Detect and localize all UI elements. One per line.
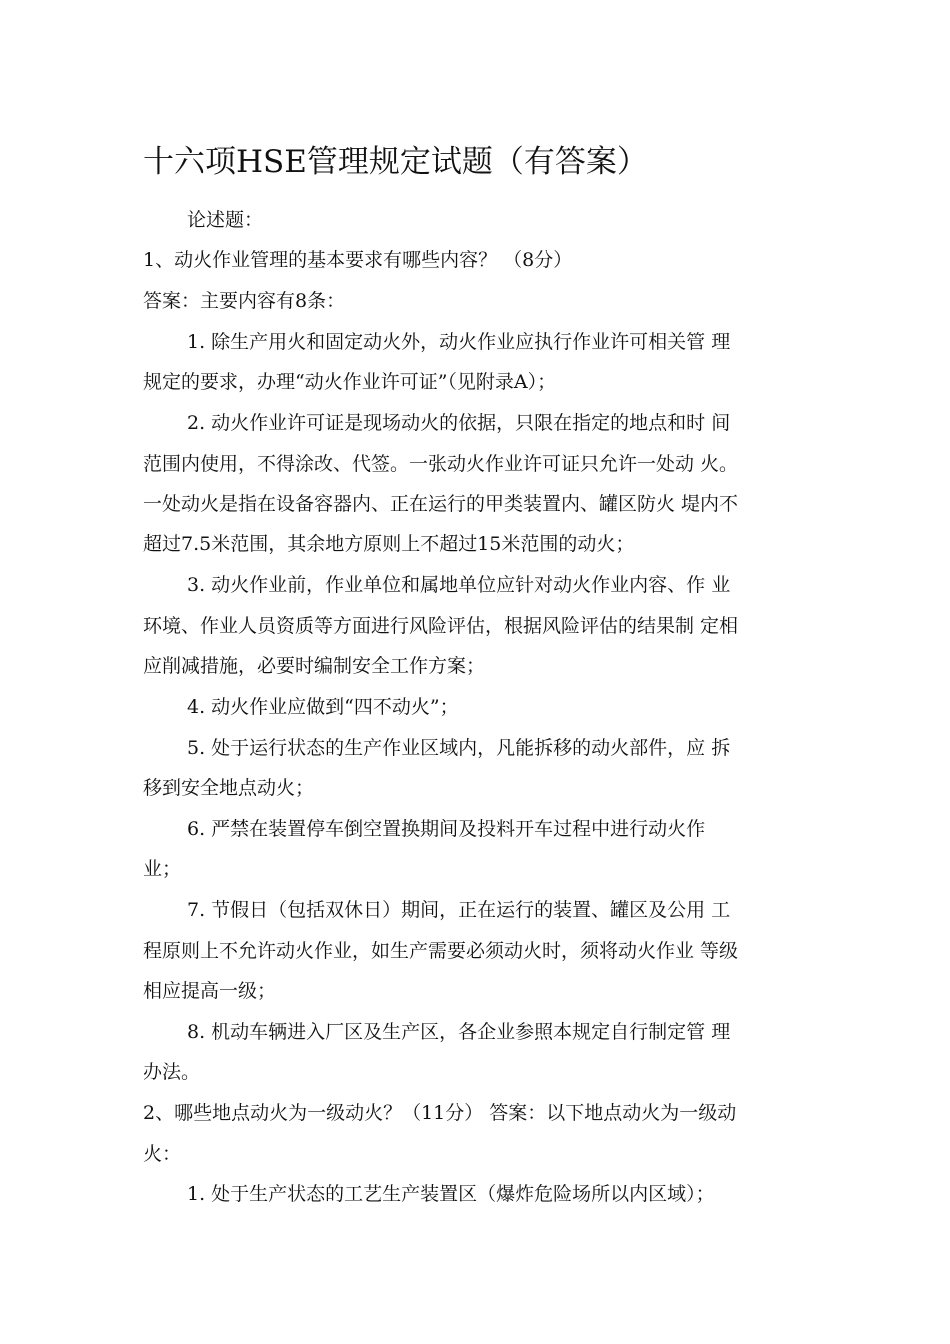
answer-item-line: 办法。 xyxy=(143,1061,201,1083)
answer-item-line: 7. 节假日（包括双休日）期间，正在运行的装置、罐区及公用 工 xyxy=(187,899,731,921)
answer-item-line: 2. 动火作业许可证是现场动火的依据，只限在指定的地点和时 间 xyxy=(187,412,731,434)
answer-item-line: 1. 除生产用火和固定动火外，动火作业应执行作业许可相关管 理 xyxy=(187,331,731,353)
answer-item-line: 移到安全地点动火； xyxy=(143,777,315,799)
question-2-cont: 火： xyxy=(143,1143,182,1165)
section-heading: 论述题： xyxy=(187,209,264,231)
answer-item-line: 程原则上不允许动火作业，如生产需要必须动火时，须将动火作业 等级 xyxy=(143,940,739,962)
question-1: 1、动火作业管理的基本要求有哪些内容？ （8分） xyxy=(143,249,573,271)
answer-item-line: 应削减措施，必要时编制安全工作方案； xyxy=(143,655,486,677)
answer-item-line: 范围内使用，不得涂改、代签。一张动火作业许可证只允许一处动 火。 xyxy=(143,453,739,475)
answer-item-line: 1. 处于生产状态的工艺生产装置区（爆炸危险场所以内区域）； xyxy=(187,1183,715,1205)
answer-item-line: 环境、作业人员资质等方面进行风险评估，根据风险评估的结果制 定相 xyxy=(143,615,739,637)
answer-item-line: 业； xyxy=(143,858,182,880)
answer-item-line: 规定的要求，办理“动火作业许可证”（见附录A）； xyxy=(143,371,557,393)
answer-intro-1: 答案：主要内容有8条： xyxy=(143,290,346,312)
answer-item-line: 超过7.5米范围，其余地方原则上不超过15米范围的动火； xyxy=(143,533,635,555)
question-2: 2、哪些地点动火为一级动火？（11分） 答案：以下地点动火为一级动 xyxy=(143,1102,737,1124)
document-title: 十六项HSE管理规定试题（有答案） xyxy=(143,144,648,180)
answer-item-line: 6. 严禁在装置停车倒空置换期间及投料开车过程中进行动火作 xyxy=(187,818,706,840)
answer-item-line: 相应提高一级； xyxy=(143,980,277,1002)
answer-item-line: 8. 机动车辆进入厂区及生产区，各企业参照本规定自行制定管 理 xyxy=(187,1021,731,1043)
answer-item-line: 一处动火是指在设备容器内、正在运行的甲类装置内、罐区防火 堤内不 xyxy=(143,493,739,515)
answer-item-line: 4. 动火作业应做到“四不动火”； xyxy=(187,696,459,718)
answer-item-line: 3. 动火作业前，作业单位和属地单位应针对动火作业内容、作 业 xyxy=(187,574,731,596)
answer-item-line: 5. 处于运行状态的生产作业区域内，凡能拆移的动火部件，应 拆 xyxy=(187,737,731,759)
